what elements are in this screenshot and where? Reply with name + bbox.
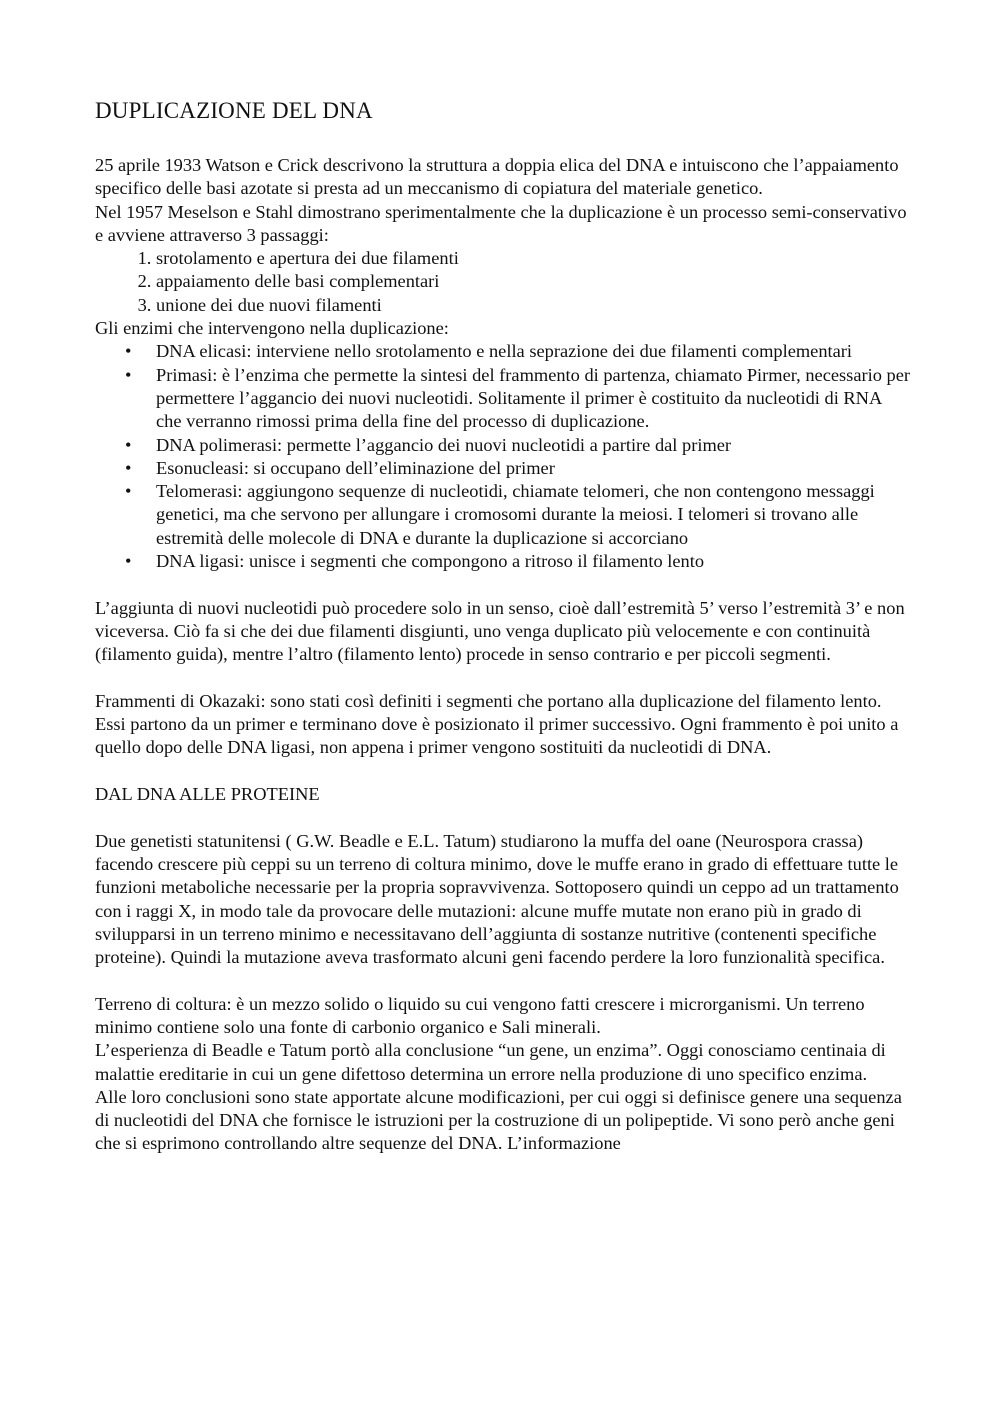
duplication-steps-list (95, 247, 910, 317)
enzyme-text: DNA polimerasi: permette l’aggancio dei nuovi nucleotidi a partire dal primer (156, 434, 732, 455)
enzymes-list (95, 340, 910, 573)
step-item: 2. appaiamento delle basi complementari (156, 270, 910, 293)
enzyme-item (125, 434, 910, 457)
paragraph-gap (95, 760, 910, 783)
intro-paragraph-watson-crick: 25 aprile 1933 Watson e Crick descrivono la struttura a doppia elica del DNA e intuiscono che l’appaiamento specifico delle basi azotate si presta ad un meccanismo di copiatura del materiale genetico. (95, 155, 899, 199)
enzyme-item (125, 364, 911, 434)
intro-paragraph-meselson-stahl: Nel 1957 Meselson e Stahl dimostrano sperimentalmente che la duplicazione è un processo semi-conservativo e avviene attraverso 3 passaggi: (95, 201, 907, 245)
gene-definition-paragraph: Alle loro conclusioni sono state apportate alcune modificazioni, per cui oggi si definisce genere una sequenza di nucleotidi del DNA che fornisce le istruzioni per la costruzione di un polipeptide. Vi sono però anche geni che si esprimono controllando altre sequenze del DNA. L’informazione (95, 1086, 902, 1154)
bullet-icon: • (125, 341, 132, 362)
bullet-icon: • (125, 551, 132, 572)
step-item: 3. unione dei due nuovi filamenti (156, 294, 910, 317)
beadle-tatum-paragraph: Due genetisti statunitensi ( G.W. Beadle e E.L. Tatum) studiarono la muffa del oane (Neurospora crassa) facendo crescere più ceppi su un terreno di coltura minimo, dove le muffe erano in grado di effettuare tutte le funzioni metaboliche necessarie per la propria sopravvivenza. Sottoposero quindi un ceppo ad un trattamento con i raggi X, in modo tale da provocare delle mutazioni: alcune muffe mutate non erano più in grado di svilupparsi in un terreno minimo e necessitavano dell’aggiunta di sostanze nutritive (contenenti specifiche proteine). Quindi la mutazione aveva trasformato alcuni geni facendo perdere la loro funzionalità specifica. (95, 830, 899, 968)
enzyme-text: DNA ligasi: unisce i segmenti che compongono a ritroso il filamento lento (156, 551, 705, 572)
enzyme-text: Esonucleasi: si occupano dell’eliminazione del primer (156, 457, 555, 478)
enzyme-text: Primasi: è l’enzima che permette la sintesi del frammento di partenza, chiamato Pirmer, necessario per permettere l’aggancio dei nuovi nucleotidi. Solitamente il primer è costituito da nucleotidi di RNA che verranno rimossi prima della fine del processo di duplicazione. (156, 364, 911, 432)
enzyme-text: DNA elicasi: interviene nello srotolamento e nella seprazione dei due filamenti complementari (156, 341, 853, 362)
bullet-icon: • (125, 364, 132, 385)
enzyme-text: Telomerasi: aggiungono sequenze di nucleotidi, chiamate telomeri, che non contengono messaggi genetici, ma che servono per allungare i cromosomi durante la meiosi. I telomeri si trovano alle estremità delle molecole di DNA e durante la duplicazione si accorciano (156, 481, 875, 548)
paragraph-gap (95, 969, 910, 992)
one-gene-one-enzyme-paragraph: L’esperienza di Beadle e Tatum portò alla conclusione “un gene, un enzima”. Oggi conosciamo centinaia di malattie ereditarie in cui un gene difettoso determina un errore nella produzione di uno specifico enzima. (95, 1040, 886, 1084)
step-item: 1. srotolamento e apertura dei due filamenti (156, 247, 910, 270)
culture-medium-paragraph: Terreno di coltura: è un mezzo solido o liquido su cui vengono fatti crescere i microrganismi. Un terreno minimo contiene solo una fonte di carbonio organico e Sali minerali. (95, 993, 865, 1037)
document-title: DUPLICAZIONE DEL DNA (95, 98, 373, 123)
section-title: DAL DNA ALLE PROTEINE (95, 784, 320, 805)
enzyme-item (125, 457, 910, 480)
enzyme-item (125, 340, 910, 363)
enzyme-item (125, 480, 910, 550)
bullet-icon: • (125, 434, 132, 455)
bullet-icon: • (125, 481, 132, 502)
paragraph-gap (95, 806, 910, 829)
paragraph-gap (95, 573, 910, 596)
okazaki-paragraph: Frammenti di Okazaki: sono stati così definiti i segmenti che portano alla duplicazione del filamento lento. Essi partono da un primer e terminano dove è posizionato il primer successivo. Ogni frammento è poi unito a quello dopo delle DNA ligasi, non appena i primer vengono sostituiti da nucleotidi di DNA. (95, 690, 899, 758)
paragraph-gap (95, 667, 910, 690)
direction-paragraph: L’aggiunta di nuovi nucleotidi può procedere solo in un senso, cioè dall’estremità 5’ verso l’estremità 3’ e non viceversa. Ciò fa si che dei due filamenti disgiunti, uno venga duplicato più velocemente e con continuità (filamento guida), mentre l’altro (filamento lento) procede in senso contrario e per piccoli segmenti. (95, 597, 905, 665)
enzyme-item (125, 550, 910, 573)
bullet-icon: • (125, 457, 132, 478)
enzymes-intro: Gli enzimi che intervengono nella duplicazione: (95, 318, 449, 339)
